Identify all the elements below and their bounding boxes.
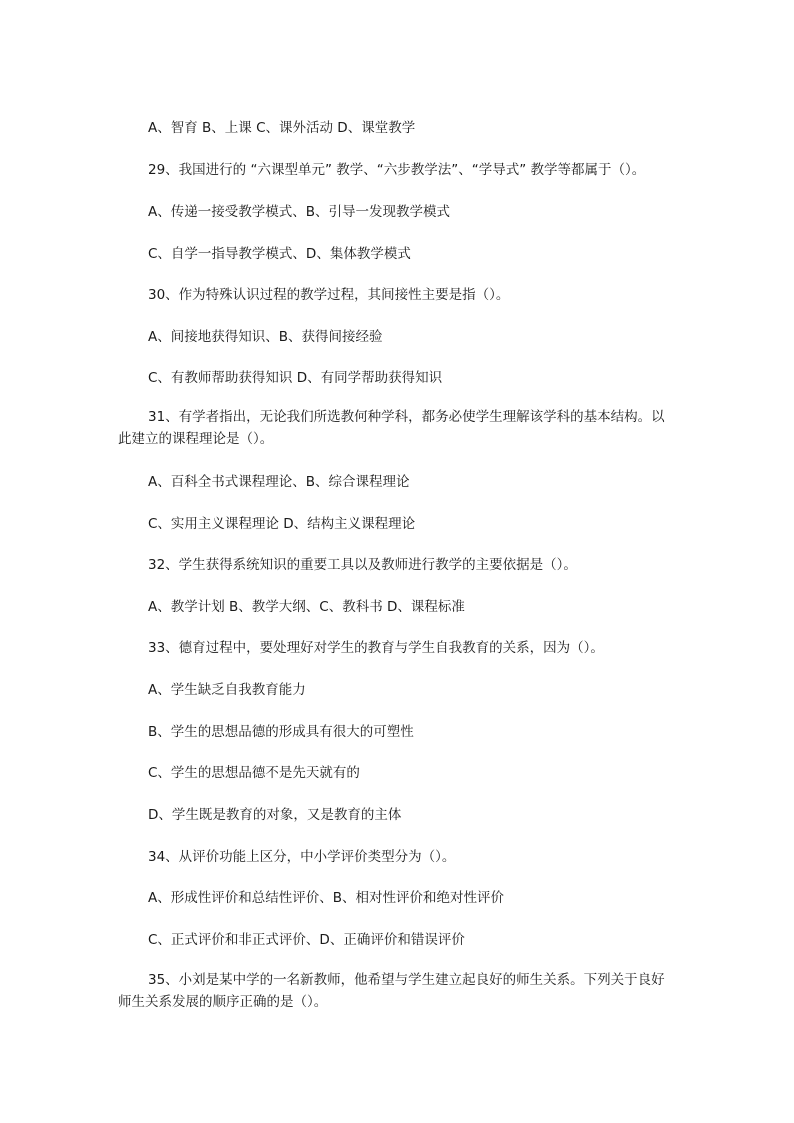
q33-option-a: A、学生缺乏自我教育能力 (148, 682, 306, 698)
q29-options-ab: A、传递一接受教学模式、B、引导一发现教学模式 (148, 204, 450, 220)
q31-options-ab: A、百科全书式课程理论、B、综合课程理论 (148, 474, 410, 490)
q33-question: 33、德育过程中，要处理好对学生的教育与学生自我教育的关系，因为（）。 (148, 640, 604, 656)
q29-options-cd: C、自学一指导教学模式、D、集体教学模式 (148, 246, 411, 262)
q31-question: 31、有学者指出，无论我们所选教何种学科，都务必使学生理解该学科的基本结构。以此建立的课程理论是（）。 (118, 409, 665, 447)
q28-options: A、智育 B、上课 C、课外活动 D、课堂教学 (148, 120, 416, 136)
q30-options-ab: A、间接地获得知识、B、获得间接经验 (148, 329, 383, 345)
q34-question: 34、从评价功能上区分，中小学评价类型分为（）。 (148, 849, 456, 865)
q35-question: 35、小刘是某中学的一名新教师，他希望与学生建立起良好的师生关系。下列关于良好师生关系发展的顺序正确的是（）。 (118, 972, 665, 1010)
q33-option-c: C、学生的思想品德不是先天就有的 (148, 765, 360, 781)
q33-option-b: B、学生的思想品德的形成具有很大的可塑性 (148, 724, 414, 740)
q32-question: 32、学生获得系统知识的重要工具以及教师进行教学的主要依据是（）。 (148, 557, 577, 573)
q29-question: 29、我国进行的 “六课型单元” 教学、“六步教学法”、“学导式” 教学等都属于（）。 (148, 162, 646, 178)
q30-options-cd: C、有教师帮助获得知识 D、有同学帮助获得知识 (148, 370, 443, 386)
q34-options-ab: A、形成性评价和总结性评价、B、相对性评价和绝对性评价 (148, 890, 504, 906)
q31-options-cd: C、实用主义课程理论 D、结构主义课程理论 (148, 516, 416, 532)
q30-question: 30、作为特殊认识过程的教学过程，其间接性主要是指（）。 (148, 287, 510, 303)
q34-options-cd: C、正式评价和非正式评价、D、正确评价和错误评价 (148, 932, 465, 948)
q32-options: A、教学计划 B、教学大纲、C、教科书 D、课程标准 (148, 599, 465, 615)
q33-option-d: D、学生既是教育的对象，又是教育的主体 (148, 807, 402, 823)
